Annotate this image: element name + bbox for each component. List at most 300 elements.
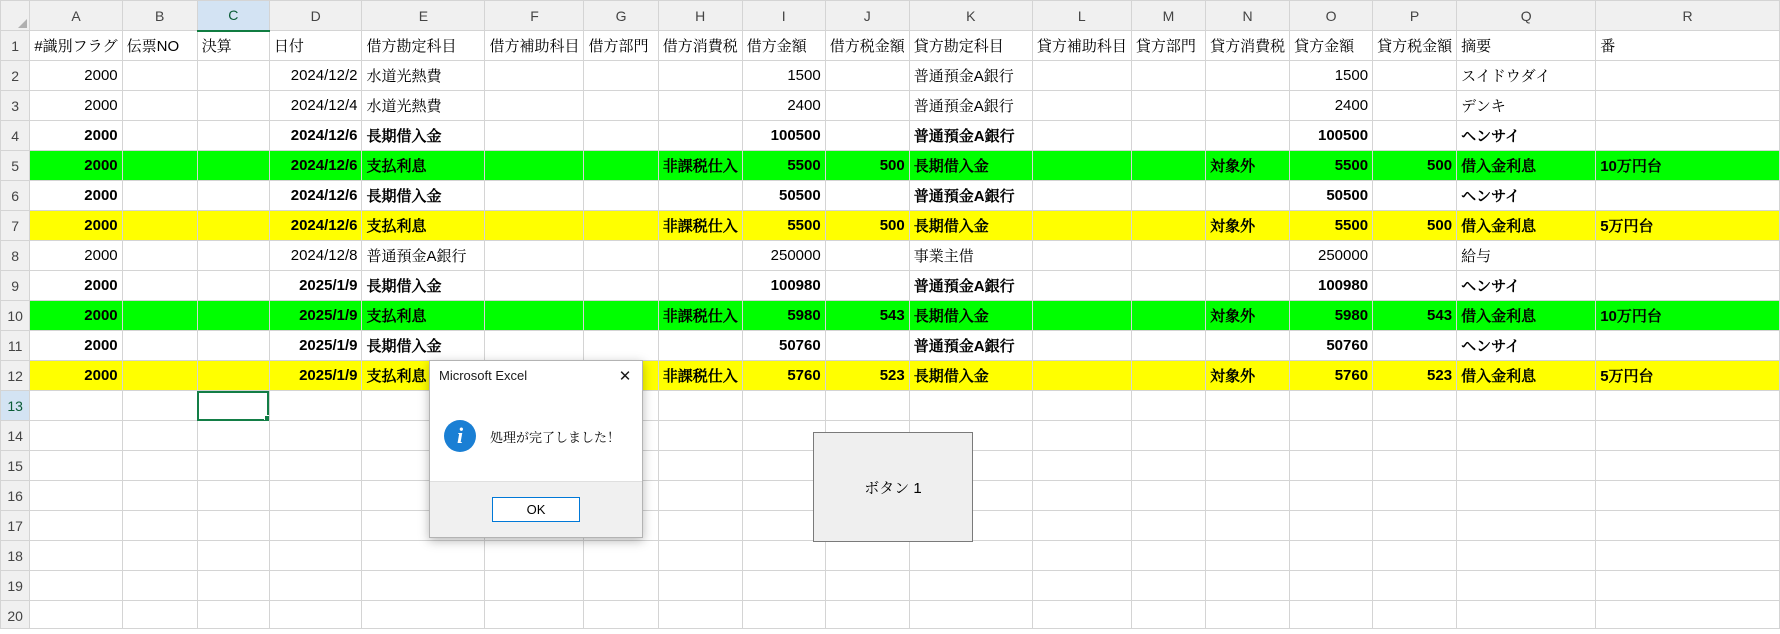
column-header-row[interactable] (1, 1, 1780, 31)
grid-cell[interactable]: ヘンサイ (1457, 271, 1596, 301)
row-header-13[interactable]: 13 (1, 391, 30, 421)
grid-cell[interactable]: 借入金利息 (1457, 361, 1596, 391)
column-header-m[interactable]: M (1131, 1, 1205, 31)
grid-cell[interactable]: 5500 (1290, 151, 1373, 181)
column-header-j[interactable]: J (825, 1, 909, 31)
grid-cell[interactable]: 長期借入金 (909, 211, 1032, 241)
grid-cell[interactable]: 100500 (1290, 121, 1373, 151)
grid-cell[interactable] (658, 61, 742, 91)
grid-cell[interactable] (1131, 121, 1205, 151)
table-row[interactable] (1, 91, 1780, 121)
grid-cell[interactable]: 普通預金A銀行 (909, 181, 1032, 211)
grid-cell[interactable] (485, 241, 584, 271)
grid-cell[interactable]: 2000 (30, 151, 122, 181)
grid-cell[interactable]: 非課税仕入 (658, 151, 742, 181)
grid-cell[interactable] (1131, 361, 1205, 391)
table-row[interactable] (1, 331, 1780, 361)
grid-cell[interactable] (1206, 601, 1290, 631)
grid-cell[interactable] (584, 271, 658, 301)
grid-cell[interactable] (658, 271, 742, 301)
grid-cell[interactable] (197, 91, 269, 121)
grid-cell[interactable]: 長期借入金 (909, 301, 1032, 331)
grid-cell[interactable]: 100980 (742, 271, 825, 301)
column-header-d[interactable]: D (269, 1, 362, 31)
grid-cell[interactable] (909, 391, 1032, 421)
grid-cell[interactable] (1373, 331, 1457, 361)
grid-cell[interactable] (1206, 511, 1290, 541)
grid-cell[interactable] (909, 541, 1032, 571)
column-header-p[interactable]: P (1373, 1, 1457, 31)
grid-cell[interactable]: 500 (1373, 211, 1457, 241)
grid-cell[interactable]: 250000 (742, 241, 825, 271)
grid-cell[interactable]: 2000 (30, 271, 122, 301)
grid-cell[interactable]: 長期借入金 (909, 151, 1032, 181)
grid-cell[interactable] (1596, 481, 1780, 511)
macro-run-button[interactable] (813, 432, 973, 542)
grid-cell[interactable] (1032, 391, 1131, 421)
grid-cell[interactable] (825, 181, 909, 211)
table-row[interactable] (1, 571, 1780, 601)
grid-cell[interactable] (1032, 601, 1131, 631)
grid-cell[interactable]: 水道光熱費 (362, 61, 485, 91)
grid-cell[interactable] (1206, 241, 1290, 271)
grid-cell[interactable]: 2000 (30, 241, 122, 271)
grid-cell[interactable] (1032, 91, 1131, 121)
grid-cell[interactable] (197, 481, 269, 511)
grid-cell[interactable]: 5500 (742, 211, 825, 241)
grid-cell[interactable] (584, 121, 658, 151)
grid-cell[interactable] (825, 61, 909, 91)
grid-cell[interactable] (1032, 271, 1131, 301)
grid-cell[interactable] (122, 181, 197, 211)
grid-cell[interactable] (197, 511, 269, 541)
grid-cell[interactable] (742, 601, 825, 631)
grid-cell[interactable]: 2000 (30, 91, 122, 121)
row-header-1[interactable]: 1 (1, 31, 30, 61)
row-header-4[interactable]: 4 (1, 121, 30, 151)
grid-cell[interactable]: 500 (825, 151, 909, 181)
grid-cell[interactable]: 5760 (742, 361, 825, 391)
grid-cell[interactable] (1131, 541, 1205, 571)
grid-cell[interactable] (269, 601, 362, 631)
grid-cell[interactable] (485, 61, 584, 91)
row-header-7[interactable]: 7 (1, 211, 30, 241)
grid-cell[interactable]: 借入金利息 (1457, 301, 1596, 331)
table-row[interactable] (1, 601, 1780, 631)
grid-cell[interactable] (485, 271, 584, 301)
grid-cell[interactable] (1596, 91, 1780, 121)
grid-cell[interactable] (122, 211, 197, 241)
grid-cell[interactable] (658, 541, 742, 571)
header-cell[interactable]: 借方金額 (742, 31, 825, 61)
grid-cell[interactable]: 支払利息 (362, 211, 485, 241)
grid-cell[interactable] (1373, 181, 1457, 211)
row-header-17[interactable]: 17 (1, 511, 30, 541)
grid-cell[interactable]: ヘンサイ (1457, 331, 1596, 361)
grid-cell[interactable] (1032, 241, 1131, 271)
grid-cell[interactable] (30, 481, 122, 511)
column-header-f[interactable]: F (485, 1, 584, 31)
column-header-b[interactable]: B (122, 1, 197, 31)
row-header-2[interactable]: 2 (1, 61, 30, 91)
grid-cell[interactable] (1457, 571, 1596, 601)
grid-cell[interactable] (122, 571, 197, 601)
grid-cell[interactable] (825, 391, 909, 421)
grid-cell[interactable]: 5500 (1290, 211, 1373, 241)
grid-cell[interactable]: 250000 (1290, 241, 1373, 271)
grid-cell[interactable] (1596, 331, 1780, 361)
grid-cell[interactable] (1131, 301, 1205, 331)
grid-cell[interactable]: 2024/12/2 (269, 61, 362, 91)
grid-cell[interactable] (1032, 571, 1131, 601)
grid-cell[interactable] (1290, 511, 1373, 541)
grid-cell[interactable] (362, 601, 485, 631)
grid-cell[interactable] (1290, 571, 1373, 601)
grid-cell[interactable] (1131, 91, 1205, 121)
grid-cell[interactable] (658, 391, 742, 421)
grid-cell[interactable] (1032, 361, 1131, 391)
grid-cell[interactable] (1457, 481, 1596, 511)
grid-cell[interactable]: 50500 (742, 181, 825, 211)
grid-cell[interactable]: ヘンサイ (1457, 181, 1596, 211)
grid-cell[interactable] (1206, 271, 1290, 301)
grid-cell[interactable] (658, 181, 742, 211)
grid-cell[interactable]: 2024/12/6 (269, 121, 362, 151)
grid-cell[interactable] (584, 241, 658, 271)
grid-cell[interactable] (122, 391, 197, 421)
grid-cell[interactable]: 対象外 (1206, 151, 1290, 181)
grid-cell[interactable] (1373, 61, 1457, 91)
table-row[interactable] (1, 391, 1780, 421)
grid-cell[interactable] (742, 571, 825, 601)
grid-cell[interactable] (1032, 511, 1131, 541)
grid-cell[interactable] (1596, 121, 1780, 151)
grid-cell[interactable]: 支払利息 (362, 151, 485, 181)
header-cell[interactable]: 貸方勘定科目 (909, 31, 1032, 61)
grid-cell[interactable] (825, 241, 909, 271)
grid-cell[interactable] (584, 61, 658, 91)
grid-cell[interactable] (658, 331, 742, 361)
grid-cell[interactable] (584, 151, 658, 181)
grid-cell[interactable]: 2400 (1290, 91, 1373, 121)
grid-cell[interactable] (362, 541, 485, 571)
grid-cell[interactable] (1596, 391, 1780, 421)
column-header-n[interactable]: N (1206, 1, 1290, 31)
grid-cell[interactable] (485, 121, 584, 151)
grid-cell[interactable] (485, 151, 584, 181)
header-cell[interactable]: 番 (1596, 31, 1780, 61)
column-header-k[interactable]: K (909, 1, 1032, 31)
header-cell[interactable]: 貸方部門 (1131, 31, 1205, 61)
row-header-15[interactable]: 15 (1, 451, 30, 481)
grid-cell[interactable] (658, 481, 742, 511)
grid-cell[interactable]: 支払利息 (362, 361, 485, 391)
header-cell[interactable]: 貸方金額 (1290, 31, 1373, 61)
grid-cell[interactable] (1373, 421, 1457, 451)
grid-cell[interactable] (1206, 121, 1290, 151)
grid-cell[interactable]: 借入金利息 (1457, 151, 1596, 181)
active-cell[interactable] (197, 391, 269, 421)
row-header-6[interactable]: 6 (1, 181, 30, 211)
grid-cell[interactable] (1131, 151, 1205, 181)
grid-cell[interactable] (269, 571, 362, 601)
grid-cell[interactable] (658, 91, 742, 121)
grid-cell[interactable]: 2025/1/9 (269, 271, 362, 301)
grid-cell[interactable] (658, 451, 742, 481)
grid-cell[interactable]: 給与 (1457, 241, 1596, 271)
grid-cell[interactable] (1373, 241, 1457, 271)
grid-cell[interactable] (1290, 391, 1373, 421)
grid-cell[interactable] (30, 421, 122, 451)
row-header-18[interactable]: 18 (1, 541, 30, 571)
grid-cell[interactable] (1206, 451, 1290, 481)
grid-cell[interactable] (30, 571, 122, 601)
grid-cell[interactable] (1290, 451, 1373, 481)
grid-cell[interactable] (30, 451, 122, 481)
grid-cell[interactable] (1131, 241, 1205, 271)
grid-cell[interactable] (30, 541, 122, 571)
grid-cell[interactable] (485, 181, 584, 211)
grid-cell[interactable]: 長期借入金 (909, 361, 1032, 391)
grid-cell[interactable] (1596, 61, 1780, 91)
grid-cell[interactable]: 2024/12/4 (269, 91, 362, 121)
grid-cell[interactable]: 50760 (1290, 331, 1373, 361)
grid-cell[interactable] (1131, 271, 1205, 301)
grid-cell[interactable] (122, 601, 197, 631)
grid-cell[interactable]: 非課税仕入 (658, 361, 742, 391)
column-header-c[interactable]: C (197, 1, 269, 31)
grid-cell[interactable] (197, 541, 269, 571)
grid-cell[interactable] (1032, 541, 1131, 571)
table-row[interactable] (1, 241, 1780, 271)
grid-cell[interactable] (825, 601, 909, 631)
column-header-g[interactable]: G (584, 1, 658, 31)
grid-cell[interactable] (1131, 571, 1205, 601)
column-header-e[interactable]: E (362, 1, 485, 31)
grid-cell[interactable] (584, 91, 658, 121)
header-cell[interactable]: 借方勘定科目 (362, 31, 485, 61)
column-header-r[interactable]: R (1596, 1, 1780, 31)
grid-cell[interactable]: 長期借入金 (362, 181, 485, 211)
grid-cell[interactable] (122, 301, 197, 331)
table-row[interactable] (1, 151, 1780, 181)
grid-cell[interactable]: 2025/1/9 (269, 301, 362, 331)
row-header-20[interactable]: 20 (1, 601, 30, 631)
grid-cell[interactable] (1131, 451, 1205, 481)
grid-cell[interactable]: 5760 (1290, 361, 1373, 391)
header-cell[interactable]: #識別フラグ (30, 31, 122, 61)
grid-cell[interactable]: 対象外 (1206, 301, 1290, 331)
grid-cell[interactable] (197, 241, 269, 271)
grid-cell[interactable] (122, 361, 197, 391)
grid-cell[interactable] (485, 571, 584, 601)
row-header-16[interactable]: 16 (1, 481, 30, 511)
grid-cell[interactable]: 長期借入金 (362, 121, 485, 151)
header-cell[interactable]: 貸方消費税 (1206, 31, 1290, 61)
grid-cell[interactable] (269, 391, 362, 421)
header-cell[interactable]: 貸方補助科目 (1032, 31, 1131, 61)
table-row[interactable] (1, 361, 1780, 391)
grid-cell[interactable] (1457, 391, 1596, 421)
grid-cell[interactable] (1206, 571, 1290, 601)
grid-cell[interactable] (1290, 421, 1373, 451)
grid-cell[interactable] (122, 151, 197, 181)
grid-cell[interactable]: 2025/1/9 (269, 331, 362, 361)
grid-cell[interactable]: 500 (1373, 151, 1457, 181)
grid-cell[interactable]: 523 (825, 361, 909, 391)
table-row[interactable] (1, 61, 1780, 91)
grid-cell[interactable] (1596, 601, 1780, 631)
grid-cell[interactable] (30, 391, 122, 421)
grid-cell[interactable] (909, 601, 1032, 631)
grid-cell[interactable]: 500 (825, 211, 909, 241)
grid-cell[interactable] (825, 571, 909, 601)
grid-cell[interactable] (1596, 571, 1780, 601)
grid-cell[interactable]: 事業主借 (909, 241, 1032, 271)
grid-cell[interactable] (1032, 451, 1131, 481)
grid-cell[interactable] (197, 121, 269, 151)
header-cell[interactable]: 伝票NO (122, 31, 197, 61)
grid-cell[interactable]: ヘンサイ (1457, 121, 1596, 151)
grid-cell[interactable] (825, 271, 909, 301)
grid-cell[interactable] (1032, 301, 1131, 331)
grid-cell[interactable] (1032, 61, 1131, 91)
grid-cell[interactable] (1457, 511, 1596, 541)
grid-cell[interactable] (1373, 391, 1457, 421)
grid-cell[interactable]: 長期借入金 (362, 331, 485, 361)
grid-cell[interactable] (1206, 181, 1290, 211)
grid-cell[interactable] (584, 331, 658, 361)
grid-cell[interactable] (658, 511, 742, 541)
grid-cell[interactable] (1596, 451, 1780, 481)
grid-cell[interactable] (1131, 331, 1205, 361)
grid-cell[interactable] (1373, 601, 1457, 631)
grid-cell[interactable] (1373, 511, 1457, 541)
grid-cell[interactable] (584, 571, 658, 601)
grid-cell[interactable] (1457, 451, 1596, 481)
ok-button[interactable] (492, 497, 580, 522)
header-cell[interactable]: 摘要 (1457, 31, 1596, 61)
grid-cell[interactable] (825, 91, 909, 121)
grid-cell[interactable]: 2000 (30, 181, 122, 211)
table-row[interactable] (1, 31, 1780, 61)
grid-cell[interactable] (1373, 91, 1457, 121)
grid-cell[interactable] (122, 331, 197, 361)
grid-cell[interactable] (197, 331, 269, 361)
grid-cell[interactable]: 2024/12/6 (269, 181, 362, 211)
grid-cell[interactable]: 2024/12/6 (269, 151, 362, 181)
grid-cell[interactable] (30, 511, 122, 541)
row-header-14[interactable]: 14 (1, 421, 30, 451)
column-header-o[interactable]: O (1290, 1, 1373, 31)
grid-cell[interactable] (658, 241, 742, 271)
grid-cell[interactable] (122, 541, 197, 571)
grid-cell[interactable] (1131, 421, 1205, 451)
grid-cell[interactable] (197, 181, 269, 211)
row-header-5[interactable]: 5 (1, 151, 30, 181)
grid-cell[interactable] (1596, 511, 1780, 541)
row-header-9[interactable]: 9 (1, 271, 30, 301)
grid-cell[interactable]: 2000 (30, 361, 122, 391)
row-header-10[interactable]: 10 (1, 301, 30, 331)
close-icon[interactable]: ✕ (618, 367, 632, 385)
row-header-12[interactable]: 12 (1, 361, 30, 391)
grid-cell[interactable] (1131, 511, 1205, 541)
grid-cell[interactable] (269, 511, 362, 541)
grid-cell[interactable] (1596, 271, 1780, 301)
grid-cell[interactable] (1373, 481, 1457, 511)
grid-cell[interactable]: 50500 (1290, 181, 1373, 211)
grid-cell[interactable] (30, 601, 122, 631)
table-row[interactable] (1, 211, 1780, 241)
grid-cell[interactable] (742, 391, 825, 421)
table-row[interactable] (1, 541, 1780, 571)
row-header-3[interactable]: 3 (1, 91, 30, 121)
grid-cell[interactable] (1596, 421, 1780, 451)
grid-cell[interactable] (584, 211, 658, 241)
grid-cell[interactable] (1032, 331, 1131, 361)
row-header-19[interactable]: 19 (1, 571, 30, 601)
header-cell[interactable]: 借方税金額 (825, 31, 909, 61)
grid-cell[interactable] (584, 301, 658, 331)
grid-cell[interactable] (197, 211, 269, 241)
grid-cell[interactable] (1206, 421, 1290, 451)
grid-cell[interactable] (1032, 481, 1131, 511)
grid-cell[interactable] (584, 181, 658, 211)
grid-cell[interactable] (1596, 181, 1780, 211)
grid-cell[interactable] (197, 271, 269, 301)
grid-cell[interactable]: 523 (1373, 361, 1457, 391)
grid-cell[interactable] (485, 211, 584, 241)
grid-cell[interactable]: 5500 (742, 151, 825, 181)
grid-cell[interactable]: 借入金利息 (1457, 211, 1596, 241)
column-header-l[interactable]: L (1032, 1, 1131, 31)
grid-cell[interactable]: 長期借入金 (362, 271, 485, 301)
grid-cell[interactable] (1290, 481, 1373, 511)
grid-cell[interactable] (658, 121, 742, 151)
grid-cell[interactable] (122, 271, 197, 301)
grid-cell[interactable] (658, 421, 742, 451)
grid-cell[interactable]: 2000 (30, 61, 122, 91)
grid-cell[interactable]: 2024/12/8 (269, 241, 362, 271)
grid-cell[interactable] (825, 121, 909, 151)
grid-cell[interactable]: 対象外 (1206, 211, 1290, 241)
table-row[interactable] (1, 121, 1780, 151)
grid-cell[interactable] (1206, 391, 1290, 421)
grid-cell[interactable]: 水道光熱費 (362, 91, 485, 121)
grid-cell[interactable] (1206, 331, 1290, 361)
grid-cell[interactable] (1457, 601, 1596, 631)
grid-cell[interactable] (1206, 481, 1290, 511)
grid-cell[interactable]: 2400 (742, 91, 825, 121)
grid-cell[interactable] (1032, 211, 1131, 241)
grid-cell[interactable]: 5万円台 (1596, 361, 1780, 391)
grid-cell[interactable] (1131, 61, 1205, 91)
grid-cell[interactable] (1373, 541, 1457, 571)
grid-cell[interactable] (197, 301, 269, 331)
grid-cell[interactable]: 1500 (1290, 61, 1373, 91)
column-header-q[interactable]: Q (1457, 1, 1596, 31)
grid-cell[interactable] (122, 511, 197, 541)
grid-cell[interactable] (584, 541, 658, 571)
grid-cell[interactable] (485, 301, 584, 331)
grid-cell[interactable]: 10万円台 (1596, 151, 1780, 181)
grid-cell[interactable] (485, 91, 584, 121)
grid-cell[interactable] (1131, 391, 1205, 421)
grid-cell[interactable] (1206, 61, 1290, 91)
grid-cell[interactable]: 対象外 (1206, 361, 1290, 391)
grid-cell[interactable]: 543 (825, 301, 909, 331)
